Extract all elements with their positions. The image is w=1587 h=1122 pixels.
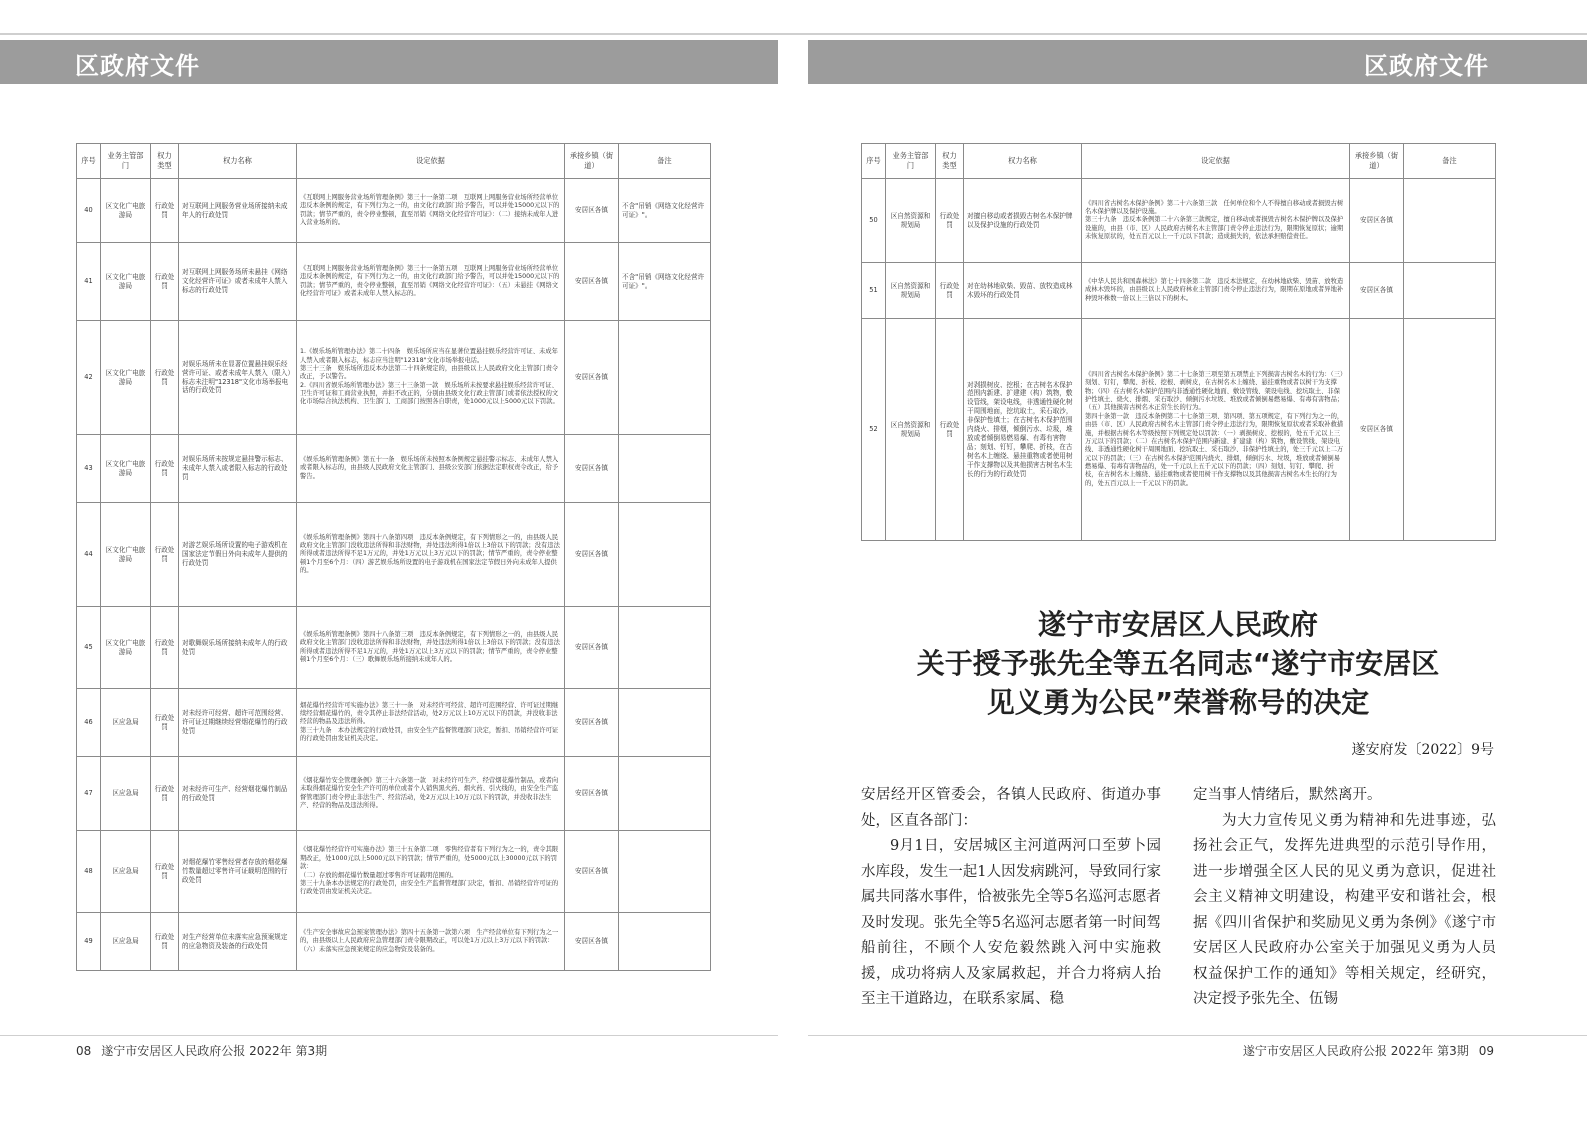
top-rule — [0, 33, 1587, 35]
decision-title-line-3: 见义勇为公民”荣誉称号的决定 — [986, 686, 1370, 719]
legal-basis-cell: 《娱乐场所管理条例》第五十一条 娱乐场所未按照本条例规定悬挂警示标志、未成年人禁入或者限入标志的，由县级人民政府文化主管部门、县级公安部门依据法定职权责令改正，给予警告。 — [297, 435, 565, 503]
footer-left — [76, 1042, 327, 1059]
decision-title-line-2: 关于授予张先全等五名同志“遂宁市安居区 — [916, 647, 1440, 680]
town-cell: 安居区各镇 — [565, 913, 619, 971]
power-type-cell: 行政处罚 — [151, 321, 179, 435]
department-cell: 区应急局 — [101, 757, 151, 831]
column-header: 权力类型 — [936, 144, 964, 179]
column-header: 权力名称 — [964, 144, 1082, 179]
page-number-right: 09 — [1478, 1044, 1494, 1058]
department-cell: 区文化广电旅游局 — [101, 607, 151, 689]
remarks-cell — [619, 689, 711, 757]
remarks-cell — [1404, 319, 1496, 541]
column-header: 业务主管部门 — [101, 144, 151, 179]
row-number: 42 — [77, 321, 101, 435]
legal-basis-cell: 《中华人民共和国森林法》第七十四条第二款 违反本法规定，在幼林地砍柴、毁苗、放牧造成林木毁坏的，由县级以上人民政府林业主管部门责令停止违法行为，限期在原地或者异地补种毁坏株数一倍以上三倍以下的树木。 — [1082, 263, 1350, 319]
department-cell: 区自然资源和规划局 — [886, 263, 936, 319]
document-number: 遂安府发〔2022〕9号 — [1351, 742, 1494, 758]
town-cell: 安居区各镇 — [565, 243, 619, 321]
legal-basis-cell: 《四川省古树名木保护条例》第二十六条第三款 任何单位和个人不得擅自移动或者损毁古树名木保护牌以及保护设施。 第三十九条 违反本条例第二十六条第三款规定，擅自移动或者损毁古树名木保护牌以及保护设施的，由县（市、区）人民政府古树名木主管部门责令停止违法行为，限期恢复原状；逾期未恢复原状的，处五百元以上一千元以下罚款；造成损失的，依法承担赔偿责任。 — [1082, 179, 1350, 263]
table-row — [77, 607, 711, 689]
power-name-cell: 对娱乐场所未按规定悬挂警示标志、未成年人禁入或者限入标志的行政处罚 — [179, 435, 297, 503]
salutation: 安居经开区管委会，各镇人民政府、街道办事处，区直各部门： — [861, 787, 1161, 829]
table-row — [862, 263, 1496, 319]
town-cell: 安居区各镇 — [565, 607, 619, 689]
power-type-cell: 行政处罚 — [151, 435, 179, 503]
town-cell: 安居区各镇 — [565, 179, 619, 243]
column-header: 序号 — [77, 144, 101, 179]
town-cell: 安居区各镇 — [1350, 263, 1404, 319]
remarks-cell — [619, 321, 711, 435]
column-header: 权力类型 — [151, 144, 179, 179]
power-type-cell: 行政处罚 — [151, 831, 179, 913]
town-cell: 安居区各镇 — [1350, 319, 1404, 541]
power-type-cell: 行政处罚 — [151, 179, 179, 243]
row-number: 43 — [77, 435, 101, 503]
table-row — [77, 243, 711, 321]
remarks-cell — [619, 913, 711, 971]
body-paragraph: 为大力宣传见义勇为精神和先进事迹，弘扬社会正气，发挥先进典型的示范引导作用，进一步增强全区人民的见义勇为意识，促进社会主义精神文明建设，构建平安和谐社会，根据《四川省保护和奖励见义勇为条例》《遂宁市安居区人民政府办公室关于加强见义勇为人员权益保护工作的通知》等相关规定，经研究，决定授予张先全、伍锡 — [1193, 812, 1496, 1007]
power-type-cell: 行政处罚 — [151, 689, 179, 757]
column-header: 业务主管部门 — [886, 144, 936, 179]
column-header: 承接乡镇（街道） — [565, 144, 619, 179]
department-cell: 区应急局 — [101, 913, 151, 971]
power-type-cell: 行政处罚 — [151, 757, 179, 831]
department-cell: 区应急局 — [101, 689, 151, 757]
power-type-cell: 行政处罚 — [936, 319, 964, 541]
row-number: 40 — [77, 179, 101, 243]
body-paragraph: 定当事人情绪后，默然离开。 — [1193, 787, 1382, 803]
town-cell: 安居区各镇 — [565, 831, 619, 913]
column-header: 设定依据 — [1082, 144, 1350, 179]
body-paragraph: 9月1日，安居城区主河道两河口至萝卜园水库段，发生一起1人因发病跳河，导致同行家属共同落水事件，恰被张先全等5名巡河志愿者及时发现。张先全等5名巡河志愿者第一时间驾船前往，不顾个人安危毅然跳入河中实施救援，成功将病人及家属救起，并合力将病人抬至主干道路边，在联系家属、稳 — [861, 838, 1161, 1007]
town-cell: 安居区各镇 — [565, 503, 619, 607]
column-header: 备注 — [619, 144, 711, 179]
remarks-cell — [1404, 263, 1496, 319]
legal-basis-cell: 《娱乐场所管理条例》第四十八条第三项 违反本条例规定，有下列情形之一的，由县级人民政府文化主管部门没收违法所得和非法财物，并处违法所得1倍以上3倍以下的罚款；没有违法所得或者违法所得不足1万元的，并处1万元以上3万元以下的罚款；情节严重的，责令停业整顿1个月至6个月：（三）歌舞娱乐场所接纳未成年人的。 — [297, 607, 565, 689]
department-cell: 区自然资源和规划局 — [886, 179, 936, 263]
remarks-cell — [619, 503, 711, 607]
row-number: 49 — [77, 913, 101, 971]
power-name-cell: 对擅自移动或者损毁古树名木保护牌以及保护设施的行政处罚 — [964, 179, 1082, 263]
footer-rule-right — [808, 1035, 1587, 1036]
table-row — [77, 689, 711, 757]
table-row — [862, 179, 1496, 263]
column-header: 承接乡镇（街道） — [1350, 144, 1404, 179]
power-name-cell: 对歌舞娱乐场所接纳未成年人的行政处罚 — [179, 607, 297, 689]
row-number: 50 — [862, 179, 886, 263]
power-name-cell: 对生产经营单位未落实应急预案规定的应急物资及装备的行政处罚 — [179, 913, 297, 971]
table-row — [862, 319, 1496, 541]
footer-right — [1243, 1042, 1494, 1059]
row-number: 45 — [77, 607, 101, 689]
town-cell: 安居区各镇 — [1350, 179, 1404, 263]
section-title-left: 区政府文件 — [75, 52, 200, 80]
power-name-cell: 对剥损树皮、挖根；在古树名木保护范围内新建、扩建建（构）筑物，敷设管线，架设电线，非透通性硬化树干周围地面，挖坑取土，采石取沙，非保护性填土；在古树名木保护范围内烧火、排烟，倾倒污水、垃圾，堆放或者倾倒易燃易爆、有毒有害物品；刻划、钉钉，攀爬、折枝，在古树名木上缠绕、悬挂重物或者使用树干作支撑物以及其他损害古树名木生长的行为的行政处罚 — [964, 319, 1082, 541]
town-cell: 安居区各镇 — [565, 757, 619, 831]
footer-journal-left: 遂宁市安居区人民政府公报 2022年 第3期 — [101, 1044, 328, 1058]
power-type-cell: 行政处罚 — [936, 263, 964, 319]
department-cell: 区文化广电旅游局 — [101, 503, 151, 607]
legal-basis-cell: 《四川省古树名木保护条例》第二十七条第三项至第五项禁止下列损害古树名木的行为：（三）刻划、钉钉，攀爬、折枝、挖根、剥树皮，在古树名木上缠绕、悬挂重物或者以树干为支撑物；（四）在古树名木保护范围内非透通性硬化地面、敷设管线、架设电线、挖坑取土、非保护性填土、烧火、排烟、采石取沙、倾倒污水垃圾、堆放或者倾倒易燃易爆、有毒有害物品；（五）其他损害古树名木正常生长的行为。 第四十条第一款 违反本条例第二十七条第三项、第四项、第五项规定，有下列行为之一的，由县（市、区）人民政府古树名木主管部门责令停止违法行为，限期恢复原状或者采取补救措施，并根据古树名木等级按照下列规定处以罚款：（一）剥损树皮、挖根的，处五千元以上三万元以下的罚款；（二）在古树名木保护范围内新建、扩建建（构）筑物，敷设管线、架设电线、非透通性硬化树干周围地面、挖坑取土、采石取沙、非保护性填土的，处三千元以上二万元以下的罚款；（三）在古树名木保护范围内烧火、排烟，倾倒污水、垃圾，堆放或者倾倒易燃易爆、有毒有害物品的，处一千元以上五千元以下的罚款；（四）刻划、钉钉、攀爬、折枝，在古树名木上缠绕、悬挂重物或者使用树干作支撑物以及其他损害古树名木生长的行为的，处五百元以上一千元以下的罚款。 — [1082, 319, 1350, 541]
department-cell: 区文化广电旅游局 — [101, 243, 151, 321]
table-row — [77, 179, 711, 243]
table-row — [77, 435, 711, 503]
page-number-left: 08 — [76, 1044, 92, 1058]
department-cell: 区文化广电旅游局 — [101, 435, 151, 503]
department-cell: 区文化广电旅游局 — [101, 321, 151, 435]
row-number: 44 — [77, 503, 101, 607]
row-number: 41 — [77, 243, 101, 321]
remarks-cell: 不含"吊销《网络文化经营许可证》"。 — [619, 179, 711, 243]
legal-basis-cell: 1.《娱乐场所管理办法》第二十四条 娱乐场所应当在显著位置悬挂娱乐经营许可证、未成年人禁入或者限入标志，标志应当注明"12318"文化市场举报电话。 第三十三条 娱乐场所违反本办法第二十四条规定的，由县级以上人民政府文化主管部门责令改正，予以警告。 2.《四川省娱乐场所管理办法》第三十三条第一款 娱乐场所未按要求悬挂娱乐经营许可证、卫生许可证和工商营业执照，并拒不改正的，分别由县级文化行政主管部门或者依法授权的文化市场综合执法机构、卫生部门、工商部门按照各自职责，处1000元以上5000元以下罚款。 — [297, 321, 565, 435]
department-cell: 区文化广电旅游局 — [101, 179, 151, 243]
table-row — [77, 831, 711, 913]
power-name-cell: 对互联网上网服务营业场所接纳未成年人的行政处罚 — [179, 179, 297, 243]
town-cell: 安居区各镇 — [565, 321, 619, 435]
column-header: 序号 — [862, 144, 886, 179]
body-column-left — [861, 783, 1161, 1013]
remarks-cell — [619, 757, 711, 831]
table-row — [77, 503, 711, 607]
section-title-right: 区政府文件 — [1364, 52, 1489, 80]
power-type-cell: 行政处罚 — [151, 913, 179, 971]
column-header: 备注 — [1404, 144, 1496, 179]
power-list-table-right — [861, 143, 1496, 541]
legal-basis-cell: 《烟花爆竹安全管理条例》第三十六条第一款 对未经许可生产、经营烟花爆竹制品，或者向未取得烟花爆竹安全生产许可的单位或者个人销售黑火药、烟火药、引火线的，由安全生产监督管理部门责令停止非法生产、经营活动，处2万元以上10万元以下的罚款，并没收非法生产、经营的物品及违法所得。 — [297, 757, 565, 831]
remarks-cell — [619, 435, 711, 503]
body-column-right — [1193, 783, 1496, 1013]
power-type-cell: 行政处罚 — [936, 179, 964, 263]
remarks-cell — [619, 607, 711, 689]
table-row — [77, 913, 711, 971]
legal-basis-cell: 《娱乐场所管理条例》第四十八条第四项 违反本条例规定，有下列情形之一的，由县级人民政府文化主管部门没收违法所得和非法财物，并处违法所得1倍以上3倍以下的罚款；没有违法所得或者违法所得不足1万元的，并处1万元以上3万元以下的罚款；情节严重的，责令停业整顿1个月至6个月：（四）游艺娱乐场所设置的电子游戏机在国家法定节假日外向未成年人提供的。 — [297, 503, 565, 607]
table-row — [77, 321, 711, 435]
power-name-cell: 对娱乐场所未在显著位置悬挂娱乐经营许可证、或者未成年人禁入（限入）标志未注明"12318"文化市场举报电话的行政处罚 — [179, 321, 297, 435]
column-header: 权力名称 — [179, 144, 297, 179]
row-number: 51 — [862, 263, 886, 319]
column-header: 设定依据 — [297, 144, 565, 179]
row-number: 46 — [77, 689, 101, 757]
town-cell: 安居区各镇 — [565, 689, 619, 757]
power-name-cell: 对互联网上网服务场所未悬挂《网络文化经营许可证》或者未成年人禁入标志的行政处罚 — [179, 243, 297, 321]
legal-basis-cell: 《互联网上网服务营业场所管理条例》第三十一条第二项 互联网上网服务营业场所经营单位违反本条例的规定，有下列行为之一的，由文化行政部门给予警告，可以并处15000元以下的罚款；情节严重的，责令停业整顿，直至吊销《网络文化经营许可证》：（二）接纳未成年人进入营业场所的。 — [297, 179, 565, 243]
legal-basis-cell: 《生产安全事故应急预案管理办法》第四十五条第一款第六项 生产经营单位有下列行为之一的，由县级以上人民政府应急管理部门责令限期改正，可以处1万元以上3万元以下的罚款： （六）未落实应急预案规定的应急物资及装备的。 — [297, 913, 565, 971]
legal-basis-cell: 烟花爆竹经营许可实施办法》第三十一条 对未经许可经营、超许可范围经营、许可证过期继续经营烟花爆竹的，责令其停止非法经营活动，处2万元以上10万元以下的罚款，并没收非法经营的物品及违法所得。 第三十九条 本办法规定的行政处罚，由安全生产监督管理部门决定，暂扣、吊销经营许可证的行政处罚由发证机关决定。 — [297, 689, 565, 757]
town-cell: 安居区各镇 — [565, 435, 619, 503]
power-name-cell: 对烟花爆竹零售经营者存放的烟花爆竹数量超过零售许可证载明范围的行政处罚 — [179, 831, 297, 913]
department-cell: 区应急局 — [101, 831, 151, 913]
department-cell: 区自然资源和规划局 — [886, 319, 936, 541]
power-list-table-left — [76, 143, 711, 971]
footer-journal-right: 遂宁市安居区人民政府公报 2022年 第3期 — [1242, 1044, 1469, 1058]
table-row — [77, 757, 711, 831]
footer-rule-left — [0, 1035, 778, 1036]
decision-title-line-1: 遂宁市安居区人民政府 — [1037, 608, 1318, 641]
power-name-cell: 对未经许可生产、经营烟花爆竹制品的行政处罚 — [179, 757, 297, 831]
row-number: 52 — [862, 319, 886, 541]
power-type-cell: 行政处罚 — [151, 607, 179, 689]
remarks-cell: 不含"吊销《网络文化经营许可证》"。 — [619, 243, 711, 321]
power-type-cell: 行政处罚 — [151, 243, 179, 321]
remarks-cell — [1404, 179, 1496, 263]
power-name-cell: 对未经许可经营、超许可范围经营、许可证过期继续经营烟花爆竹的行政处罚 — [179, 689, 297, 757]
power-type-cell: 行政处罚 — [151, 503, 179, 607]
power-name-cell: 对游艺娱乐场所设置的电子游戏机在国家法定节假日外向未成年人提供的行政处罚 — [179, 503, 297, 607]
power-name-cell: 对在幼林地砍柴、毁苗、放牧造成林木毁坏的行政处罚 — [964, 263, 1082, 319]
legal-basis-cell: 《互联网上网服务营业场所管理条例》第三十一条第五项 互联网上网服务营业场所经营单位违反本条例的规定，有下列行为之一的，由文化行政部门给予警告，可以并处15000元以下的罚款；情节严重的，责令停业整顿，直至吊销《网络文化经营许可证》：（五）未悬挂《网络文化经营许可证》或者未成年人禁入标志的。 — [297, 243, 565, 321]
row-number: 47 — [77, 757, 101, 831]
legal-basis-cell: 《烟花爆竹经营许可实施办法》第三十五条第二项 零售经营者有下列行为之一的，责令其限期改正，处1000元以上5000元以下的罚款；情节严重的，处5000元以上30000元以下的罚款： （二）存放的烟花爆竹数量超过零售许可证载明范围的。 第三十九条本办法规定的行政处罚，由安全生产监督管理部门决定，暂扣、吊销经营许可证的行政处罚由发证机关决定。 — [297, 831, 565, 913]
row-number: 48 — [77, 831, 101, 913]
remarks-cell — [619, 831, 711, 913]
